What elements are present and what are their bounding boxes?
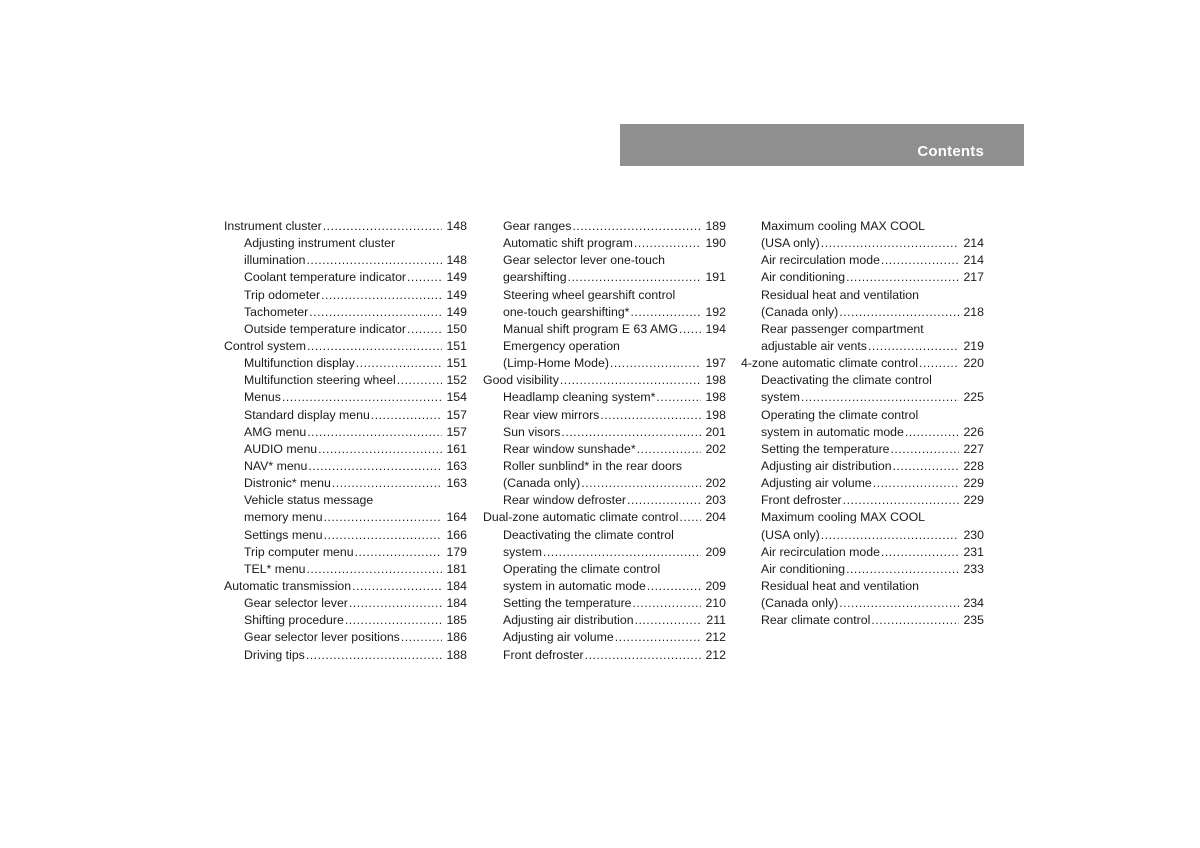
toc-page-number: 231 <box>963 544 984 559</box>
toc-entry[interactable] <box>224 475 467 492</box>
toc-entry-label: Control system <box>224 338 307 353</box>
toc-entry[interactable] <box>483 218 726 235</box>
toc-entry[interactable] <box>741 355 984 372</box>
toc-dot-leader <box>349 595 443 612</box>
toc-entry[interactable] <box>741 561 984 578</box>
toc-entry-label: Settings menu <box>244 527 323 542</box>
toc-entry <box>224 235 467 252</box>
toc-page-number: 229 <box>963 493 984 508</box>
toc-entry-label: Good visibility <box>483 373 559 388</box>
toc-dot-leader <box>568 269 702 286</box>
toc-page-number: 148 <box>446 219 467 233</box>
toc-entry <box>224 492 467 509</box>
toc-page-number: 210 <box>705 596 726 611</box>
toc-entry[interactable] <box>483 595 726 612</box>
toc-page-number: 198 <box>705 390 726 405</box>
toc-entry-label: Maximum cooling MAX COOL <box>761 510 926 525</box>
contents-header-bar <box>620 124 1024 166</box>
toc-dot-leader <box>543 544 702 561</box>
toc-entry-label: NAV* menu <box>244 458 308 473</box>
toc-entry-label: Tachometer <box>244 304 309 319</box>
toc-entry-label: Deactivating the climate control <box>761 373 932 388</box>
toc-entry[interactable] <box>224 338 467 355</box>
toc-entry-label: Deactivating the climate control <box>503 527 674 542</box>
toc-entry-label: Vehicle status message <box>244 493 374 508</box>
toc-entry[interactable] <box>224 527 467 544</box>
toc-entry-label: Steering wheel gearshift control <box>503 287 676 302</box>
toc-entry <box>741 321 984 338</box>
toc-column-2 <box>483 218 726 664</box>
toc-dot-leader <box>821 235 960 252</box>
toc-entry-label: system in automatic mode <box>503 578 646 593</box>
toc-page-number: 235 <box>963 613 984 628</box>
toc-entry-label: system in automatic mode <box>761 424 904 439</box>
toc-entry-label: Residual heat and ventilation <box>761 287 919 302</box>
toc-entry[interactable] <box>483 424 726 441</box>
toc-entry-label: Driving tips <box>244 647 305 662</box>
toc-entry[interactable] <box>483 492 726 509</box>
toc-dot-leader <box>324 527 443 544</box>
toc-entry-label: Instrument cluster <box>224 219 322 233</box>
toc-entry[interactable] <box>224 578 467 595</box>
toc-entry <box>741 509 984 526</box>
toc-entry[interactable] <box>741 492 984 509</box>
toc-dot-leader <box>610 355 702 372</box>
toc-entry <box>483 338 726 355</box>
toc-entry <box>741 407 984 424</box>
toc-page-number: 226 <box>963 424 984 439</box>
toc-entry-label: Setting the temperature <box>503 596 632 611</box>
toc-entry[interactable] <box>483 578 726 595</box>
toc-entry[interactable] <box>224 629 467 646</box>
toc-entry[interactable] <box>741 269 984 286</box>
toc-dot-leader <box>306 647 443 664</box>
toc-entry[interactable] <box>224 321 467 338</box>
toc-entry-label: AUDIO menu <box>244 441 318 456</box>
toc-page-number: 184 <box>446 578 467 593</box>
toc-dot-leader <box>868 338 960 355</box>
toc-entry-label: Residual heat and ventilation <box>761 578 919 593</box>
toc-page-number: 188 <box>446 647 467 662</box>
toc-column-1 <box>224 218 467 664</box>
toc-entry <box>483 458 726 475</box>
toc-entry-label: (Canada only) <box>503 476 581 491</box>
toc-entry[interactable] <box>224 441 467 458</box>
toc-page-number: 151 <box>446 338 467 353</box>
toc-entry-label: (Canada only) <box>761 304 839 319</box>
toc-entry[interactable] <box>741 389 984 406</box>
toc-entry-label: Rear view mirrors <box>503 407 600 422</box>
toc-page-number: 152 <box>446 373 467 388</box>
toc-page-number: 184 <box>446 596 467 611</box>
toc-page-number: 212 <box>705 647 726 662</box>
toc-dot-leader <box>407 269 442 286</box>
toc-dot-leader <box>321 287 442 304</box>
toc-entry-label: Menus <box>244 390 281 405</box>
toc-entry[interactable] <box>741 612 984 629</box>
toc-dot-leader <box>332 475 443 492</box>
toc-dot-leader <box>324 509 443 526</box>
toc-entry-label: adjustable air vents <box>761 338 867 353</box>
toc-entry-label: Outside temperature indicator <box>244 321 406 336</box>
toc-entry[interactable] <box>483 509 726 526</box>
toc-entry-label: (Limp-Home Mode) <box>503 356 609 371</box>
toc-dot-leader <box>637 441 702 458</box>
toc-dot-leader <box>881 252 960 269</box>
toc-page-number: 209 <box>705 578 726 593</box>
toc-dot-leader <box>581 475 701 492</box>
toc-dot-leader <box>307 424 442 441</box>
toc-dot-leader <box>873 475 960 492</box>
toc-entry-label: Adjusting air distribution <box>503 613 634 628</box>
toc-dot-leader <box>560 372 702 389</box>
toc-page-number: 157 <box>446 424 467 439</box>
toc-entry[interactable] <box>741 338 984 355</box>
toc-column-3 <box>741 218 984 629</box>
toc-entry-label: (USA only) <box>761 236 820 251</box>
toc-dot-leader <box>307 252 443 269</box>
toc-dot-leader <box>600 407 701 424</box>
toc-entry <box>483 527 726 544</box>
toc-page-number: 194 <box>705 321 726 336</box>
toc-entry <box>483 561 726 578</box>
toc-page-number: 186 <box>446 630 467 645</box>
toc-page-number: 179 <box>446 544 467 559</box>
toc-entry[interactable] <box>483 629 726 646</box>
toc-entry-label: 4-zone automatic climate control <box>741 356 919 371</box>
toc-dot-leader <box>635 612 703 629</box>
toc-entry[interactable] <box>741 424 984 441</box>
toc-entry-label: Front defroster <box>761 493 842 508</box>
toc-entry-label: Adjusting instrument cluster <box>244 236 396 251</box>
toc-page-number: 214 <box>963 253 984 268</box>
toc-entry[interactable] <box>224 304 467 321</box>
toc-page-number: 229 <box>963 476 984 491</box>
toc-dot-leader <box>318 441 442 458</box>
toc-entry-label: Rear window defroster <box>503 493 627 508</box>
toc-entry-label: Standard display menu <box>244 407 370 422</box>
toc-entry-label: Air conditioning <box>761 561 846 576</box>
toc-page-number: 225 <box>963 390 984 405</box>
toc-entry[interactable] <box>741 475 984 492</box>
toc-entry <box>741 372 984 389</box>
toc-entry[interactable] <box>483 355 726 372</box>
toc-entry[interactable] <box>741 252 984 269</box>
toc-entry-label: AMG menu <box>244 424 307 439</box>
toc-dot-leader <box>881 544 960 561</box>
toc-entry[interactable] <box>483 407 726 424</box>
toc-dot-leader <box>905 424 960 441</box>
toc-page-number: 209 <box>705 544 726 559</box>
toc-entry-label: Gear ranges <box>503 219 572 233</box>
toc-entry[interactable] <box>224 458 467 475</box>
toc-dot-leader <box>843 492 960 509</box>
toc-dot-leader <box>371 407 443 424</box>
toc-page-number: 228 <box>963 458 984 473</box>
toc-dot-leader <box>630 304 701 321</box>
toc-entry <box>741 218 984 235</box>
toc-entry-label: gearshifting <box>503 270 567 285</box>
toc-page-number: 198 <box>705 407 726 422</box>
toc-dot-leader <box>323 218 443 235</box>
toc-entry <box>741 287 984 304</box>
toc-dot-leader <box>401 629 443 646</box>
toc-page-number: 185 <box>446 613 467 628</box>
toc-entry[interactable] <box>224 561 467 578</box>
toc-entry-label: Roller sunblind* in the rear doors <box>503 458 683 473</box>
toc-page-number: 163 <box>446 476 467 491</box>
toc-page-number: 181 <box>446 561 467 576</box>
toc-entry-label: Air conditioning <box>761 270 846 285</box>
toc-page-number: 220 <box>963 356 984 371</box>
toc-page-number: 149 <box>446 270 467 285</box>
toc-dot-leader <box>561 424 701 441</box>
toc-dot-leader <box>397 372 443 389</box>
toc-entry-label: Gear selector lever positions <box>244 630 400 645</box>
toc-entry[interactable] <box>741 235 984 252</box>
toc-entry[interactable] <box>483 269 726 286</box>
toc-page-number: 203 <box>705 493 726 508</box>
toc-entry[interactable] <box>224 372 467 389</box>
toc-dot-leader <box>891 441 960 458</box>
toc-dot-leader <box>839 304 959 321</box>
toc-entry-label: (USA only) <box>761 527 820 542</box>
toc-dot-leader <box>355 544 443 561</box>
toc-entry-label: system <box>503 544 542 559</box>
toc-entry[interactable] <box>224 252 467 269</box>
toc-entry-label: Manual shift program E 63 AMG <box>503 321 678 336</box>
toc-entry[interactable] <box>483 441 726 458</box>
toc-dot-leader <box>572 218 701 235</box>
toc-entry[interactable] <box>741 441 984 458</box>
toc-page-number: 217 <box>963 270 984 285</box>
toc-page-number: 154 <box>446 390 467 405</box>
toc-entry-label: Automatic shift program <box>503 236 633 251</box>
toc-page-number: 212 <box>705 630 726 645</box>
toc-page-number: 149 <box>446 287 467 302</box>
toc-dot-leader <box>634 235 702 252</box>
toc-page-number: 234 <box>963 596 984 611</box>
toc-entry[interactable] <box>741 458 984 475</box>
toc-entry[interactable] <box>224 509 467 526</box>
toc-entry-label: Adjusting air distribution <box>761 458 892 473</box>
toc-entry[interactable] <box>224 424 467 441</box>
toc-entry[interactable] <box>483 235 726 252</box>
toc-entry[interactable] <box>483 647 726 664</box>
toc-entry-label: Operating the climate control <box>503 561 661 576</box>
toc-page-number: 202 <box>705 441 726 456</box>
toc-entry-label: Adjusting air volume <box>761 476 872 491</box>
page-title: Contents <box>917 143 984 160</box>
toc-entry-label: Rear passenger compartment <box>761 321 924 336</box>
toc-entry-label: Headlamp cleaning system* <box>503 390 656 405</box>
toc-entry[interactable] <box>483 304 726 321</box>
toc-entry-label: Air recirculation mode <box>761 544 880 559</box>
toc-page-number: 218 <box>963 304 984 319</box>
toc-page-number: 214 <box>963 236 984 251</box>
toc-page-number: 157 <box>446 407 467 422</box>
toc-dot-leader <box>407 321 442 338</box>
toc-dot-leader <box>627 492 701 509</box>
toc-entry-label: Setting the temperature <box>761 441 890 456</box>
toc-dot-leader <box>307 338 442 355</box>
toc-dot-leader <box>282 389 443 406</box>
toc-dot-leader <box>871 612 959 629</box>
toc-page-number: 201 <box>705 424 726 439</box>
toc-page-number: 204 <box>705 510 726 525</box>
toc-dot-leader <box>308 458 442 475</box>
toc-dot-leader <box>345 612 443 629</box>
toc-dot-leader <box>647 578 702 595</box>
toc-entry-label: Multifunction display <box>244 356 355 371</box>
toc-page-number: 230 <box>963 527 984 542</box>
toc-page-number: 202 <box>705 476 726 491</box>
toc-dot-leader <box>839 595 959 612</box>
toc-entry <box>483 252 726 269</box>
toc-page-number: 190 <box>705 236 726 251</box>
toc-entry[interactable] <box>483 372 726 389</box>
toc-entry-label: Coolant temperature indicator <box>244 270 406 285</box>
toc-page-number: 227 <box>963 441 984 456</box>
toc-entry[interactable] <box>224 355 467 372</box>
toc-entry-label: (Canada only) <box>761 596 839 611</box>
toc-page-number: 164 <box>446 510 467 525</box>
toc-entry[interactable] <box>741 304 984 321</box>
toc-entry[interactable] <box>741 595 984 612</box>
toc-entry-label: Adjusting air volume <box>503 630 614 645</box>
toc-entry-label: Emergency operation <box>503 338 620 353</box>
toc-entry-label: Operating the climate control <box>761 407 919 422</box>
toc-entry[interactable] <box>483 475 726 492</box>
toc-entry <box>741 578 984 595</box>
toc-entry[interactable] <box>483 612 726 629</box>
toc-page-number: 192 <box>705 304 726 319</box>
toc-entry[interactable] <box>224 407 467 424</box>
toc-entry[interactable] <box>224 269 467 286</box>
toc-dot-leader <box>893 458 960 475</box>
toc-entry[interactable] <box>224 544 467 561</box>
toc-dot-leader <box>679 321 702 338</box>
toc-dot-leader <box>679 509 701 526</box>
toc-entry[interactable] <box>224 287 467 304</box>
toc-dot-leader <box>352 578 442 595</box>
toc-page-number: 148 <box>446 253 467 268</box>
toc-dot-leader <box>919 355 959 372</box>
toc-entry[interactable] <box>741 544 984 561</box>
toc-dot-leader <box>801 389 960 406</box>
toc-page-number: 219 <box>963 338 984 353</box>
toc-entry-label: one-touch gearshifting* <box>503 304 630 319</box>
toc-entry-label: TEL* menu <box>244 561 306 576</box>
toc-entry <box>483 287 726 304</box>
toc-entry-label: Multifunction steering wheel <box>244 373 396 388</box>
toc-page-number: 151 <box>446 356 467 371</box>
toc-entry-label: memory menu <box>244 510 323 525</box>
toc-entry[interactable] <box>741 527 984 544</box>
toc-entry-label: Trip odometer <box>244 287 321 302</box>
toc-dot-leader <box>846 561 959 578</box>
toc-entry-label: Gear selector lever <box>244 596 348 611</box>
toc-page-number: 189 <box>705 219 726 233</box>
toc-entry[interactable] <box>224 389 467 406</box>
toc-entry[interactable] <box>224 218 467 235</box>
toc-entry-label: Rear window sunshade* <box>503 441 636 456</box>
toc-dot-leader <box>846 269 959 286</box>
toc-entry-label: Rear climate control <box>761 613 871 628</box>
toc-entry[interactable] <box>483 544 726 561</box>
toc-entry[interactable] <box>224 595 467 612</box>
toc-dot-leader <box>307 561 443 578</box>
toc-page-number: 198 <box>705 373 726 388</box>
toc-entry-label: Automatic transmission <box>224 578 352 593</box>
toc-entry-label: Maximum cooling MAX COOL <box>761 219 926 233</box>
toc-dot-leader <box>356 355 443 372</box>
toc-page-number: 163 <box>446 458 467 473</box>
toc-entry-label: Front defroster <box>503 647 584 662</box>
toc-dot-leader <box>656 389 701 406</box>
toc-entry-label: Air recirculation mode <box>761 253 880 268</box>
toc-page-number: 197 <box>705 356 726 371</box>
toc-dot-leader <box>309 304 442 321</box>
toc-page-number: 150 <box>446 321 467 336</box>
toc-dot-leader <box>821 527 960 544</box>
toc-page-number: 166 <box>446 527 467 542</box>
toc-entry-label: illumination <box>244 253 306 268</box>
toc-entry-label: Distronic* menu <box>244 476 331 491</box>
toc-page-number: 149 <box>446 304 467 319</box>
toc-page-number: 233 <box>963 561 984 576</box>
toc-entry-label: system <box>761 390 800 405</box>
toc-page-number: 161 <box>446 441 467 456</box>
toc-entry-label: Dual-zone automatic climate control <box>483 510 679 525</box>
toc-dot-leader <box>615 629 702 646</box>
toc-entry[interactable] <box>224 647 467 664</box>
toc-entry-label: Gear selector lever one-touch <box>503 253 665 268</box>
toc-entry-label: Trip computer menu <box>244 544 354 559</box>
toc-entry[interactable] <box>224 612 467 629</box>
toc-page-number: 191 <box>705 270 726 285</box>
toc-dot-leader <box>585 647 702 664</box>
toc-entry-label: Shifting procedure <box>244 613 344 628</box>
toc-page-number: 211 <box>706 613 726 628</box>
toc-dot-leader <box>633 595 702 612</box>
toc-entry-label: Sun visors <box>503 424 561 439</box>
toc-entry[interactable] <box>483 389 726 406</box>
toc-entry[interactable] <box>483 321 726 338</box>
